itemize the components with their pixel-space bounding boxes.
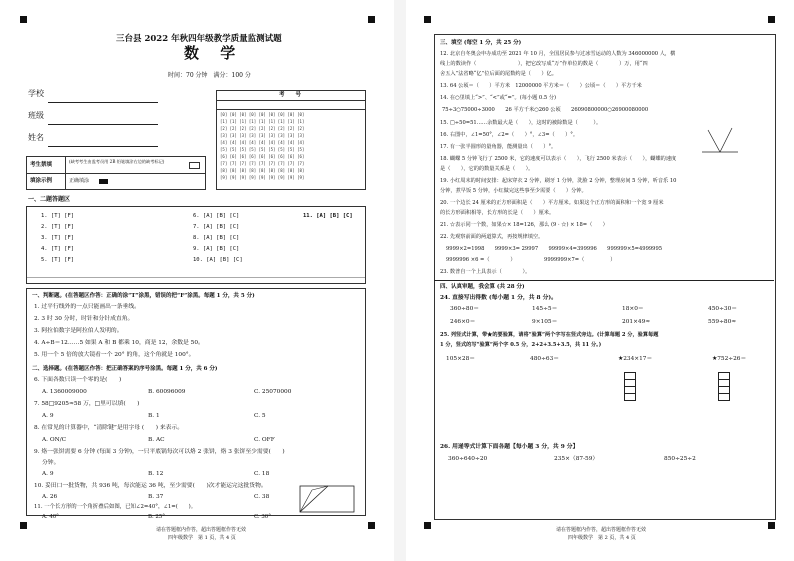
notice-divider xyxy=(27,173,205,174)
section-divider xyxy=(434,280,774,281)
id-grid-row[interactable]: [8] [8] [8] [8] [8] [8] [8] [8] [8] xyxy=(220,168,305,173)
id-grid-row[interactable]: [3] [3] [3] [3] [3] [3] [3] [3] [3] xyxy=(220,133,305,138)
oral-calc-item: 559÷80≈ xyxy=(708,319,737,325)
oral-calc-item: 145÷5＝ xyxy=(532,306,558,312)
step-calc-item: 235×（87-59） xyxy=(554,456,599,462)
answer-bubble-row[interactable]: 4. [T] [F] xyxy=(41,246,75,252)
fill-question-line: 是（ ），它的的数量关系是（ ）。 xyxy=(440,166,534,172)
calc-instruction: 24. 直接写出得数 (每小题 1 分，共 8 分)。 xyxy=(440,295,557,301)
answer-bubble-row[interactable]: 1. [T] [F] xyxy=(41,213,75,219)
candidate-id-grid xyxy=(216,90,366,190)
answer-bubble-row[interactable]: 8. [A] [B] [C] xyxy=(193,235,240,241)
fill-question-line: 17. 有一张半圆形的量角器，能测量出（ ）°。 xyxy=(440,144,557,150)
section-judge-title: 一、判断题。(在答题区作答：正确的涂“T”涂黑，错误的把“F”涂黑。每题 1 分，共 5 分) xyxy=(32,293,255,299)
choice-option: B. 12 xyxy=(148,471,164,477)
verification-grid xyxy=(624,372,636,401)
verification-grid xyxy=(718,372,730,401)
choice-option: A. 9 xyxy=(42,413,54,419)
section-calc-title: 四、认真审题，我会算 (共 28 分) xyxy=(440,284,525,290)
fill-question-line: 23. 数普自一个上具表示（ ）。 xyxy=(440,269,531,275)
page-footer-note: 请在答题框内作答，超出答题框作答无效 xyxy=(556,527,647,533)
calc-instruction: 25. 列竖式计算，带★的要验算，请将“验算”两个字写在竖式旁边。(计算每题 2 分，验算每题 xyxy=(440,332,659,338)
exam-title: 三台县 2022 年秋四年级教学质量监测试题 xyxy=(116,34,282,44)
answer-bubble-row[interactable]: 11. [A] [B] [C] xyxy=(303,213,353,219)
fill-question-line: 线上的数读作（ ），把它改写成“万”作单位的数是（ ）万，用“四 xyxy=(440,61,648,67)
answer-area-divider xyxy=(27,277,365,278)
name-field[interactable] xyxy=(48,146,158,147)
oral-calc-item: 246×0＝ xyxy=(450,319,476,325)
notice-divider xyxy=(65,157,66,189)
registration-mark xyxy=(368,522,375,529)
calc-instruction: 26. 用递等式计算下面各题【每小题 3 分，共 9 分】 xyxy=(440,444,579,450)
absent-mark-box[interactable] xyxy=(189,162,200,169)
choice-option: B. 1 xyxy=(148,413,160,419)
class-label: 班级 xyxy=(28,111,44,120)
step-calc-item: 360÷640÷20 xyxy=(448,456,488,462)
choice-option: C. 38 xyxy=(254,494,270,500)
registration-mark xyxy=(20,16,27,23)
choice-option: A. ON/C xyxy=(42,437,67,443)
choice-question: 8. 在常见的计算器中，“清除键”是用字母 ( ) 来表示。 xyxy=(34,425,184,431)
fill-question-line: 9999996 ×6 =（ ） 9999999×7=（ ） xyxy=(446,257,616,263)
registration-mark xyxy=(424,522,431,529)
subject-title: 数 学 xyxy=(184,44,244,62)
choice-option: C. 30° xyxy=(254,514,271,520)
id-grid-divider xyxy=(217,109,365,110)
judge-question: 4. A÷B＝12……5 如果 A 和 B 都乘 10，商是 12，余数是 50。 xyxy=(34,340,204,346)
id-grid-header: 考 号 xyxy=(279,92,302,98)
angle-figure xyxy=(700,126,740,156)
answer-area xyxy=(26,206,366,284)
choice-option: A. 26 xyxy=(42,494,58,500)
notice-label: 考生禁填 xyxy=(30,162,53,168)
judge-question: 3. 阿拉伯数字是阿拉伯人发明的。 xyxy=(34,328,123,334)
id-grid-row[interactable]: [7] [7] [7] [7] [7] [7] [7] [7] [7] xyxy=(220,161,305,166)
fill-question-line: 分钟，煮早饭 5 分钟，小红做完这些事至少需要（ ）分钟。 xyxy=(440,188,587,194)
fill-example-text: 正确填涂 xyxy=(69,178,90,184)
oral-calc-item: 201×49≈ xyxy=(622,319,651,325)
notice-box xyxy=(26,156,206,190)
fill-question-line: 12. 北京自冬奥会申办成功至 2021 年 10 月，全国居民参与过冰雪运动的人数为 346000000 人，横 xyxy=(440,51,676,57)
fill-question-line: 75÷3○75000÷3000 26 平方千米○260 公顷 26090800000○26900080000 xyxy=(442,107,649,113)
vertical-calc-item: 105×28＝ xyxy=(446,356,476,362)
step-calc-item: 850÷25÷2 xyxy=(664,456,696,462)
page-footer-number: 四年级数学 第 1 页，共 4 页 xyxy=(168,535,236,541)
choice-option: B. 25° xyxy=(148,514,165,520)
school-label: 学校 xyxy=(28,89,44,98)
choice-option: B. 60096009 xyxy=(148,389,186,395)
choice-option: A. 1360009000 xyxy=(42,389,87,395)
fill-example-label: 填涂示例 xyxy=(30,178,53,184)
exam-meta: 时间：70 分钟 满分：100 分 xyxy=(168,72,251,79)
answer-bubble-row[interactable]: 10. [A] [B] [C] xyxy=(193,257,243,263)
fill-question-line: 舍五入”法省略“亿”位后面的尾数约是（ ）亿。 xyxy=(440,71,557,77)
registration-mark xyxy=(768,16,775,23)
calc-instruction: 1 分，竖式的写“验算”两个字 0.5 分，2+2+3.5+3.5，共 11 分。) xyxy=(440,342,602,348)
judge-question: 1. 过平行线外的一点只能画出一条垂线。 xyxy=(34,304,140,310)
page-2 xyxy=(412,10,786,545)
id-grid-divider xyxy=(217,100,365,101)
name-label: 姓名 xyxy=(28,133,44,142)
fill-question-line: 16. 右图中，∠1=50°，∠2=（ ）°，∠3=（ ）°。 xyxy=(440,132,579,138)
answer-bubble-row[interactable]: 7. [A] [B] [C] xyxy=(193,224,240,230)
answer-bubble-row[interactable]: 3. [T] [F] xyxy=(41,235,75,241)
fill-question-line: 14. 在○里填上“>”、“<”或“=”。(每小题 0.5 分) xyxy=(440,95,557,101)
fill-question-line: 22. 先观察前面的两道算式，再按规律填空。 xyxy=(440,234,544,240)
choice-option: B. AC xyxy=(148,437,165,443)
section-choice-title: 二、选择题。(在答题区作答：把正确答案的序号涂黑。每题 1 分，共 6 分) xyxy=(32,366,218,372)
section-fill-title: 三、填空 (每空 1 分，共 25 分) xyxy=(440,40,522,46)
vertical-calc-item: 480÷63＝ xyxy=(530,356,560,362)
id-grid-row[interactable]: [1] [1] [1] [1] [1] [1] [1] [1] [1] xyxy=(220,119,305,124)
fill-question-line: 9999×2=1998 9999×3= 29997 99999×4=399996 999999×5=4999995 xyxy=(446,246,663,252)
id-grid-row[interactable]: [9] [9] [9] [9] [9] [9] [9] [9] [9] xyxy=(220,175,305,180)
filled-bubble-example xyxy=(99,179,108,184)
notice-text: (缺考考生由监考员用 2B 铅笔填涂右边的缺考标记) xyxy=(69,159,165,164)
choice-question: 7. 58□9205≈58 万，□里可以填( ) xyxy=(34,401,140,407)
choice-option: A. 40° xyxy=(42,514,59,520)
oral-calc-item: 360÷80＝ xyxy=(450,306,480,312)
choice-option: B. 37 xyxy=(148,494,164,500)
id-grid-row[interactable]: [5] [5] [5] [5] [5] [5] [5] [5] [5] xyxy=(220,147,305,152)
choice-option: C. 5 xyxy=(254,413,266,419)
answer-bubble-row[interactable]: 9. [A] [B] [C] xyxy=(193,246,240,252)
fill-question-line: 13. 64 公顷＝（ ）平方米 12000000 平方米＝（ ）公顷＝（ ）平方千米 xyxy=(440,83,642,89)
registration-mark xyxy=(768,522,775,529)
vertical-calc-item: ★234×17＝ xyxy=(618,356,653,362)
choice-option: A. 9 xyxy=(42,471,54,477)
choice-question: 11. 一个长方形的一个角折叠后如图，已知∠2=40°，∠1=( )。 xyxy=(34,504,197,510)
answer-bubble-row[interactable]: 2. [T] [F] xyxy=(41,224,75,230)
choice-question: 10. 妥田口一批货物，共 936 吨，每次能运 36 吨，至少需要( )次才能运完这批货物。 xyxy=(34,483,267,489)
page-footer-note: 请在答题框内作答，超出答题框作答无效 xyxy=(156,527,247,533)
choice-question-unit: 分钟。 xyxy=(42,460,60,466)
judge-question: 2. 3 时 30 分时，时针和分针成直角。 xyxy=(34,316,134,322)
page-1 xyxy=(8,10,386,545)
registration-mark xyxy=(424,16,431,23)
page-footer-number: 四年级数学 第 2 页，共 4 页 xyxy=(568,535,636,541)
choice-option: C. 18 xyxy=(254,471,270,477)
id-grid-row[interactable]: [2] [2] [2] [2] [2] [2] [2] [2] [2] xyxy=(220,126,305,131)
id-grid-row[interactable]: [0] [0] [0] [0] [0] [0] [0] [0] [0] xyxy=(220,112,305,117)
answer-area-title: 一、二题答题区 xyxy=(28,196,71,203)
fill-question-line: 21. ☆表示同一个数，如果☆× 18=126，那么 (9 · ☆) × 18=（ ） xyxy=(440,222,608,228)
sheet-gap xyxy=(394,0,406,561)
oral-calc-item: 18×0＝ xyxy=(622,306,644,312)
oral-calc-item: 450÷30＝ xyxy=(708,306,738,312)
oral-calc-item: 9×105＝ xyxy=(532,319,558,325)
fill-question-line: 18. 蝴蝶 5 分钟飞行了 2500 米，它的速度可以表示（ ），飞行 2500 米表示（ ），蝴蝶的速度 xyxy=(440,156,677,162)
id-grid-row[interactable]: [4] [4] [4] [4] [4] [4] [4] [4] [4] xyxy=(220,140,305,145)
judge-question: 5. 用一个 5 倍的放大镜看一个 20° 的角，这个角就是 100°。 xyxy=(34,352,195,358)
choice-option: C. OFF xyxy=(254,437,275,443)
folded-rectangle-figure xyxy=(298,484,358,514)
fill-question-line: 15. □÷50=51……余数最大是（ ），这时的被除数是（ ）。 xyxy=(440,120,602,126)
choice-question: 6. 下面各数只读一个零的是( ) xyxy=(34,377,122,383)
choice-option: C. 25070000 xyxy=(254,389,292,395)
answer-bubble-row[interactable]: 6. [A] [B] [C] xyxy=(193,213,240,219)
fill-question-line: 19. 小红周末的时间安排：起床穿衣 2 分钟，刷牙 1 分钟，洗脸 2 分钟，整理房间 5 分钟，听音乐 10 xyxy=(440,178,677,184)
class-field[interactable] xyxy=(48,124,158,125)
registration-mark xyxy=(20,522,27,529)
fill-question-line: 20. 一个边长 24 厘米的正方形面积是（ ）平方厘米。如果这个正方形的面积和一个宽 9 厘米 xyxy=(440,200,664,206)
answer-bubble-row[interactable]: 5. [T] [F] xyxy=(41,257,75,263)
school-field[interactable] xyxy=(48,102,158,103)
vertical-calc-item: ★752÷26＝ xyxy=(712,356,747,362)
fill-question-line: 的长方形面积相等，长方形的长是（ ）厘米。 xyxy=(440,210,555,216)
registration-mark xyxy=(368,16,375,23)
id-grid-row[interactable]: [6] [6] [6] [6] [6] [6] [6] [6] [6] xyxy=(220,154,305,159)
choice-question: 9. 烙一张饼需要 6 分钟 (每面 3 分钟)，一只平底锅每次可以烙 2 张饼，烙 3 张饼至少需要( ) xyxy=(34,449,285,455)
